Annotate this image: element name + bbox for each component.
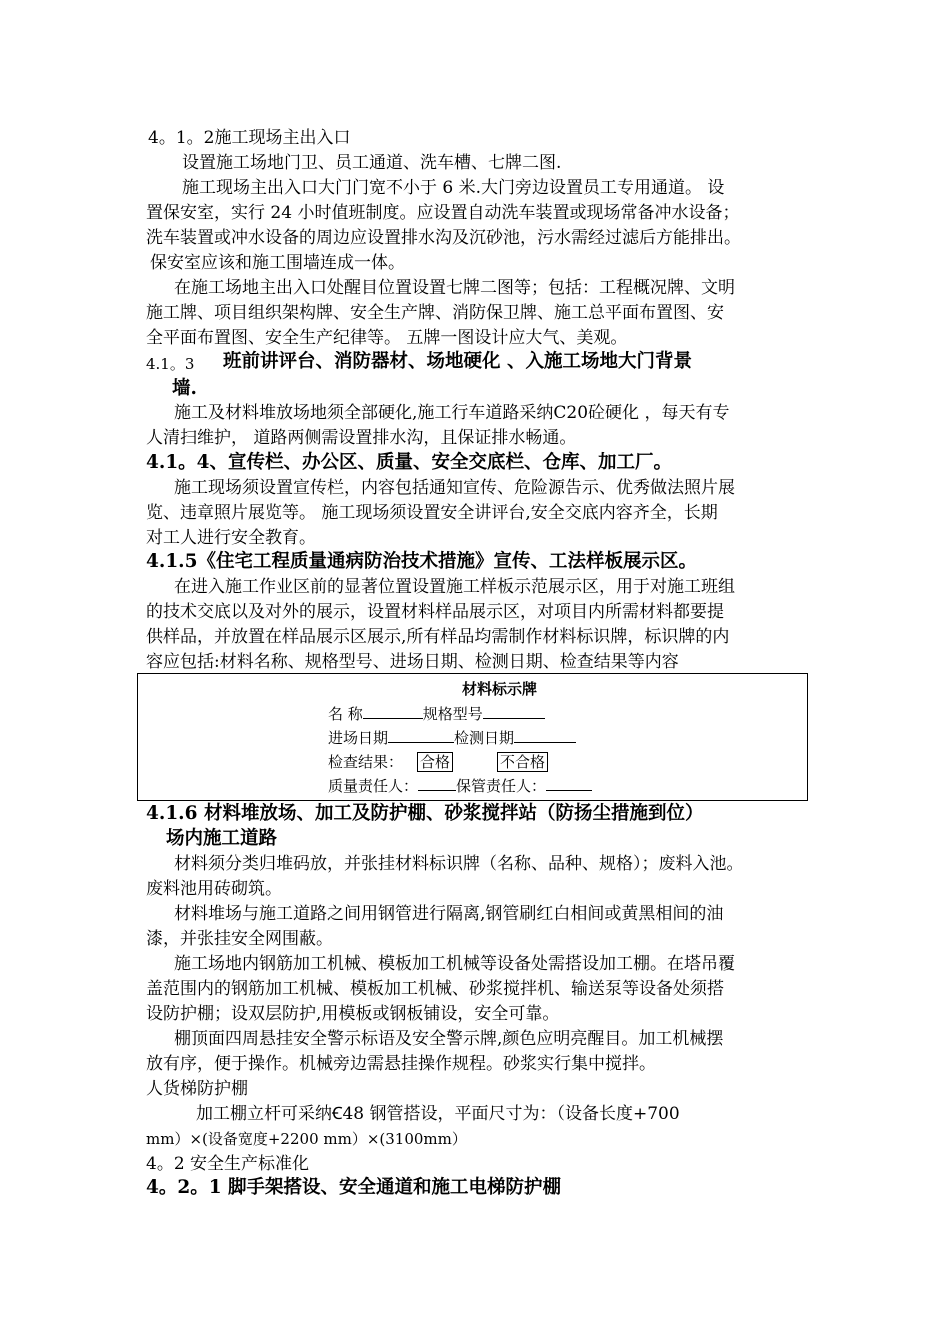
result-label: 检查结果： xyxy=(328,753,404,771)
keeper-label: 保管责任人： xyxy=(456,777,547,795)
name-label: 名 称 xyxy=(328,705,363,723)
card-row-result xyxy=(328,752,548,772)
spec-label: 规格型号 xyxy=(422,705,483,723)
paragraph-line: 盖范围内的钢筋加工机械、模板加工机械、砂浆搅拌机、输送泵等设备处须搭 xyxy=(146,979,724,999)
pass-box: 合格 xyxy=(417,752,453,772)
paragraph-line: 施工场地内钢筋加工机械、模板加工机械等设备处需搭设加工棚。在塔吊覆 xyxy=(174,954,735,974)
paragraph-line: 容应包括:材料名称、规格型号、进场日期、检测日期、检查结果等内容 xyxy=(146,652,679,672)
paragraph-line: 施工现场须设置宣传栏，内容包括通知宣传、危险源告示、优秀做法照片展 xyxy=(174,478,735,498)
paragraph-line: 供样品，并放置在样品展示区展示,所有样品均需制作材料标识牌，标识牌的内 xyxy=(146,627,730,647)
card-row-name xyxy=(328,704,545,724)
material-label-card xyxy=(137,673,808,801)
section-number-413: 4.1。3 xyxy=(146,355,195,373)
section-heading-421: 4。2。1 脚手架搭设、安全通道和施工电梯防护棚 xyxy=(146,1177,562,1198)
section-heading-412: 4。1。2施工现场主出入口 xyxy=(148,128,351,148)
section-heading-414: 4.1。4、宣传栏、办公区、质量、安全交底栏、仓库、加工厂。 xyxy=(146,452,673,473)
paragraph-line: 材料须分类归堆码放，并张挂材料标识牌（名称、品种、规格）；废料入池。 xyxy=(174,854,744,874)
quality-blank xyxy=(418,776,456,791)
paragraph-line: 加工棚立杆可采纳Ꞓ48 钢管搭设，平面尺寸为：（设备长度+700 xyxy=(196,1104,680,1124)
paragraph-line: 保安室应该和施工围墙连成一体。 xyxy=(150,253,405,273)
paragraph-line: 漆，并张挂安全网围蔽。 xyxy=(146,929,333,949)
paragraph-line: 人清扫维护， 道路两侧需设置排水沟，且保证排水畅通。 xyxy=(146,428,577,448)
paragraph-line: 棚顶面四周悬挂安全警示标语及安全警示牌,颜色应明亮醒目。加工机械摆 xyxy=(174,1029,724,1049)
paragraph-line: 在施工场地主出入口处醒目位置设置七牌二图等；包括：工程概况牌、文明 xyxy=(174,278,735,298)
paragraph-line: 览、违章照片展览等。 施工现场须设置安全讲评台,安全交底内容齐全，长期 xyxy=(146,503,718,523)
paragraph-line: 全平面布置图、安全生产纪律等。 五牌一图设计应大气、美观。 xyxy=(146,328,628,348)
paragraph-line: 置保安室，实行 24 小时值班制度。应设置自动洗车装置或现场常备冲水设备； xyxy=(146,203,740,223)
paragraph-line: 在进入施工作业区前的显著位置设置施工样板示范展示区，用于对施工班组 xyxy=(174,577,735,597)
paragraph-line: 设置施工场地门卫、员工通道、洗车槽、七牌二图. xyxy=(182,153,562,173)
card-title: 材料标示牌 xyxy=(462,680,538,698)
paragraph-line: 施工现场主出入口大门门宽不小于 6 米.大门旁边设置员工专用通道。 设 xyxy=(182,178,725,198)
paragraph-line: 人货梯防护棚 xyxy=(146,1079,248,1099)
paragraph-line: 设防护棚；设双层防护,用模板或钢板铺设，安全可靠。 xyxy=(146,1004,560,1024)
quality-responsible-label: 质量责任人： xyxy=(328,777,419,795)
paragraph-line: mm）×(设备宽度+2200 mm）×(3100mm） xyxy=(146,1130,467,1148)
entry-date-blank xyxy=(388,728,454,743)
paragraph-line: 洗车装置或冲水设备的周边应设置排水沟及沉砂池，污水需经过滤后方能排出。 xyxy=(146,228,741,248)
paragraph-line: 施工牌、项目组织架构牌、安全生产牌、消防保卫牌、施工总平面布置图、安 xyxy=(146,303,724,323)
paragraph-line: 放有序，便于操作。机械旁边需悬挂操作规程。砂浆实行集中搅拌。 xyxy=(146,1054,656,1074)
test-date-blank xyxy=(514,728,576,743)
card-row-responsible xyxy=(328,776,592,796)
paragraph-line: 施工及材料堆放场地须全部硬化,施工行车道路采纳C20砼硬化 ，每天有专 xyxy=(174,403,730,423)
keeper-blank xyxy=(546,776,592,791)
spec-blank xyxy=(483,704,545,719)
paragraph-line: 对工人进行安全教育。 xyxy=(146,528,316,548)
paragraph-line: 材料堆场与施工道路之间用钢管进行隔离,钢管刷红白相间或黄黑相间的油 xyxy=(174,904,724,924)
fail-box: 不合格 xyxy=(497,752,548,772)
paragraph-line: 废料池用砖砌筑。 xyxy=(146,879,282,899)
test-date-label: 检测日期 xyxy=(454,729,515,747)
section-heading-416-cont: 场内施工道路 xyxy=(166,828,278,849)
section-heading-416: 4.1.6 材料堆放场、加工及防护棚、砂浆搅拌站（防扬尘措施到位） xyxy=(146,803,704,824)
paragraph-line: 的技术交底以及对外的展示，设置材料样品展示区，对项目内所需材料都要提 xyxy=(146,602,724,622)
section-heading-413: 班前讲评台、消防器材、场地硬化 、入施工场地大门背景 xyxy=(223,351,692,372)
section-heading-415: 4.1.5《住宅工程质量通病防治技术措施》宣传、工法样板展示区。 xyxy=(146,551,698,572)
section-heading-413-cont: 墙. xyxy=(172,378,197,399)
card-row-dates xyxy=(328,728,576,748)
section-heading-42: 4。2 安全生产标准化 xyxy=(146,1154,310,1174)
name-blank xyxy=(363,704,423,719)
entry-date-label: 进场日期 xyxy=(328,729,389,747)
